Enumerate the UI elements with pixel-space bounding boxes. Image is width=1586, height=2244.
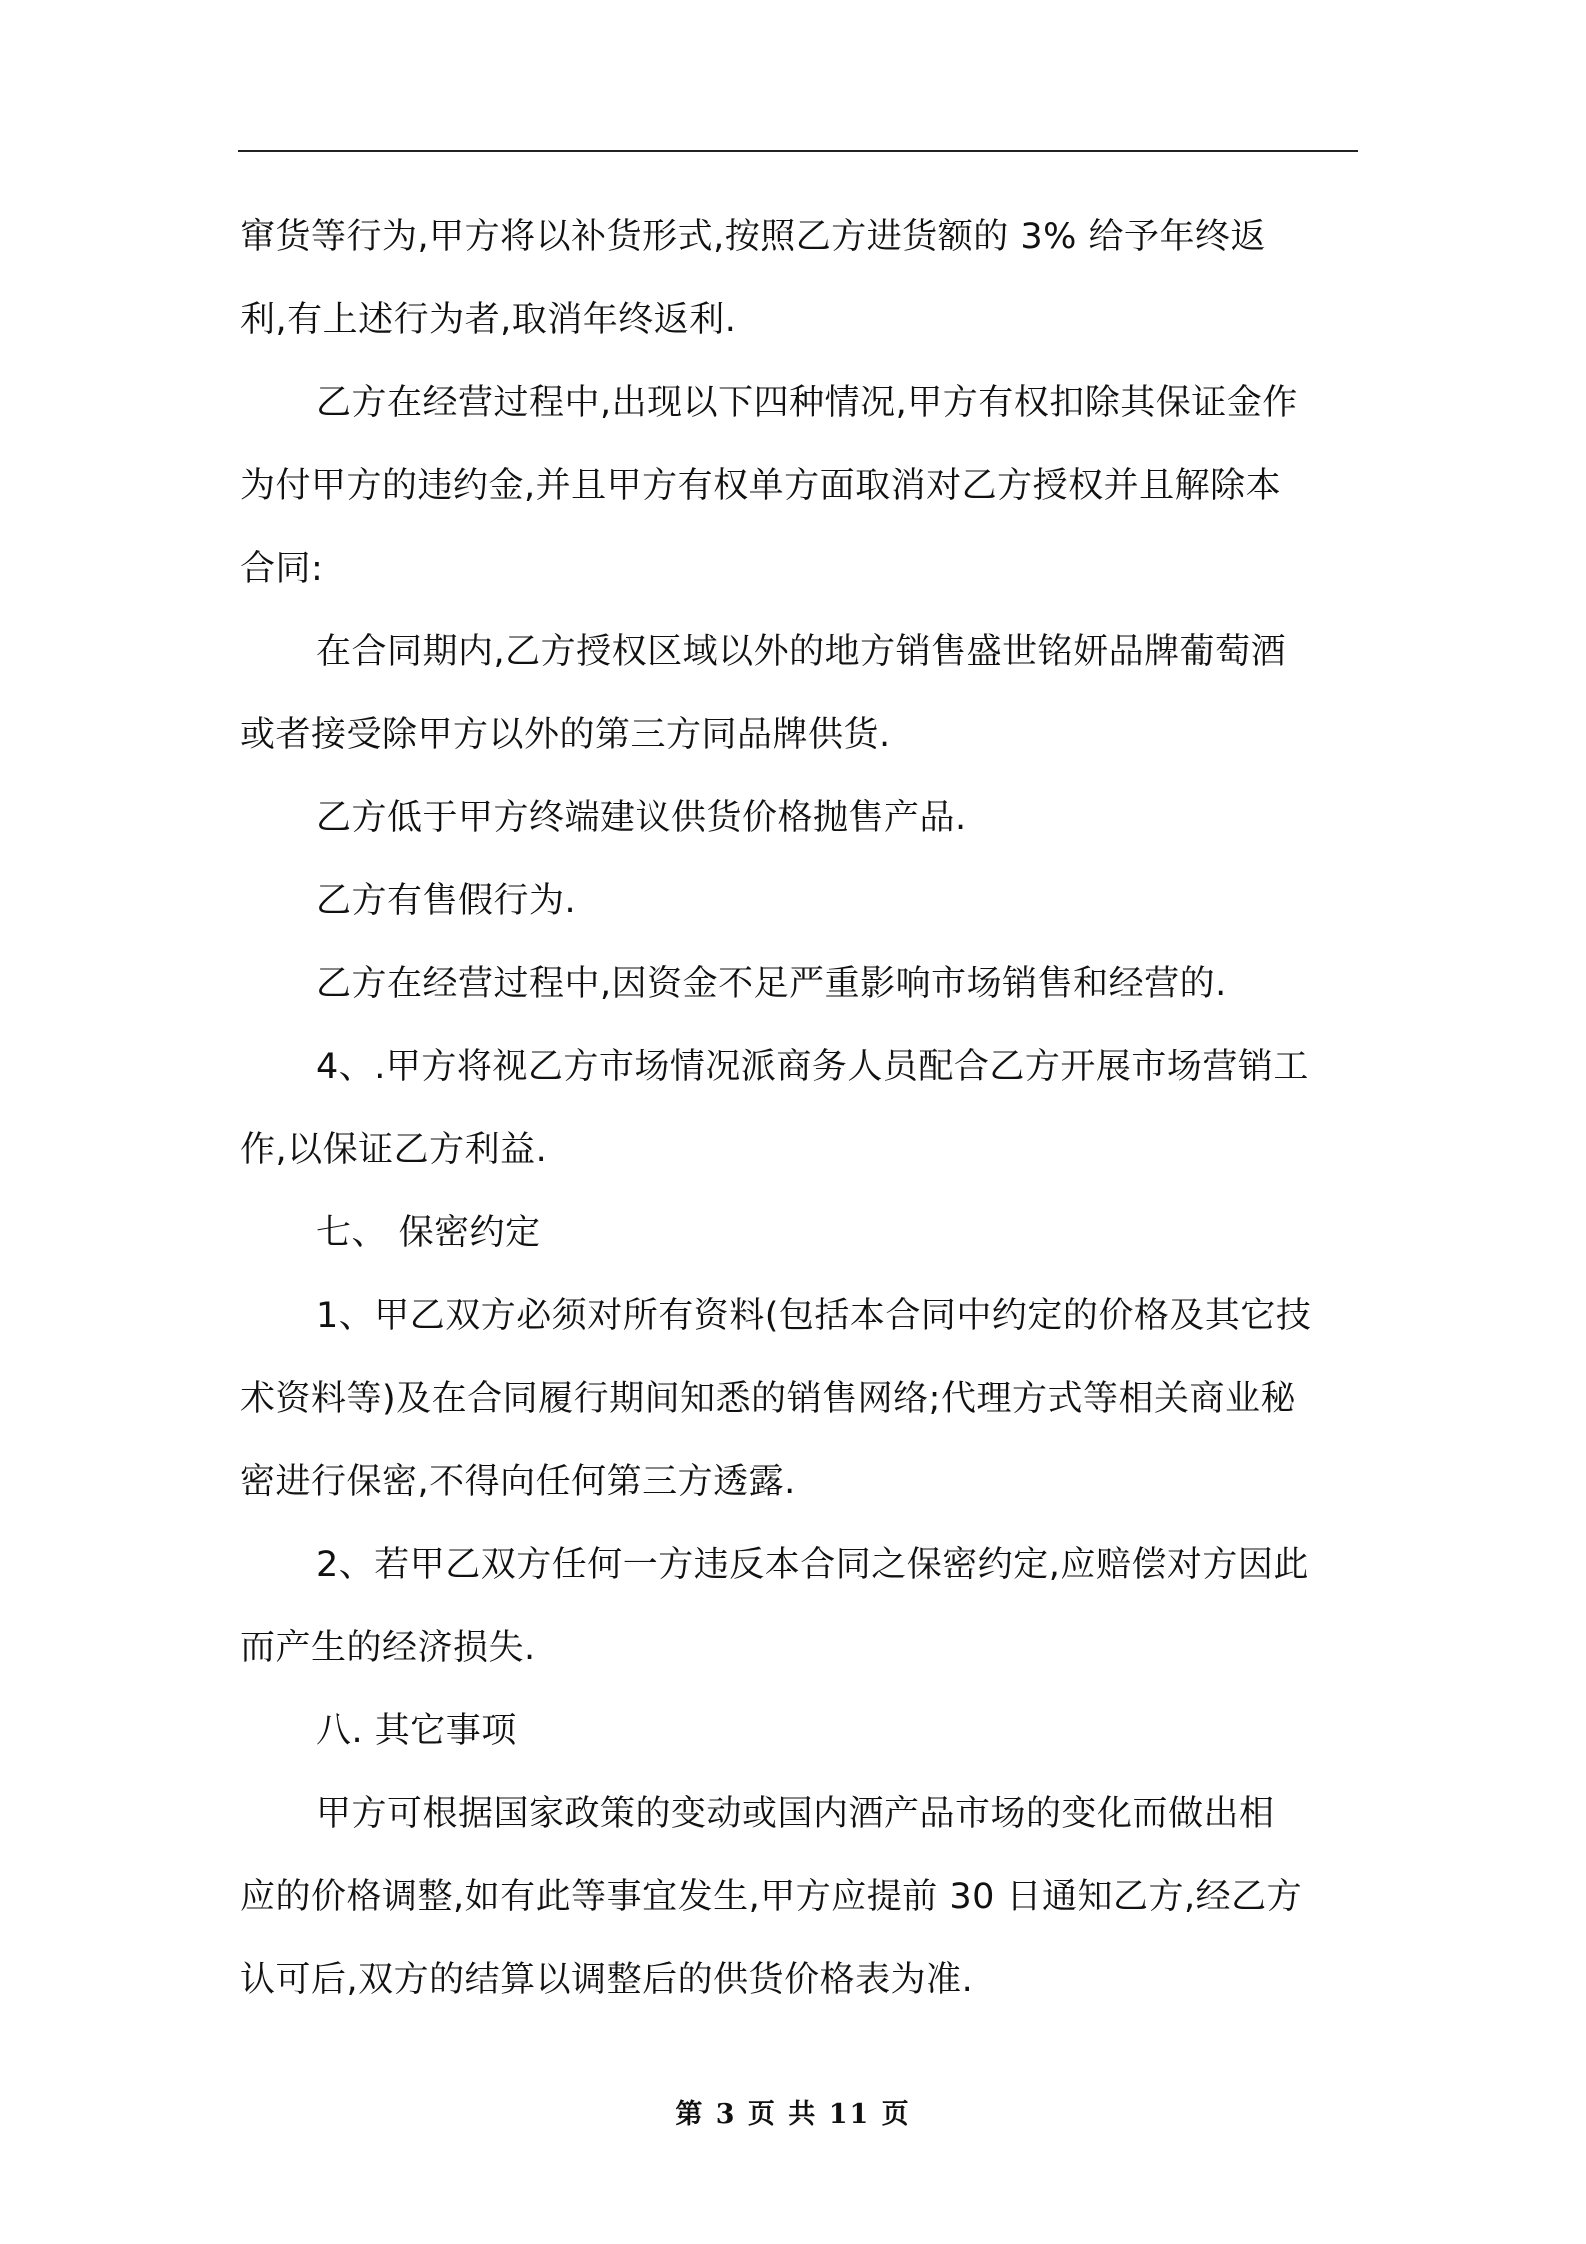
text-line: 或者接受除甲方以外的第三方同品牌供货. xyxy=(240,715,891,755)
document-body xyxy=(240,196,1355,2022)
header-rule xyxy=(238,150,1358,152)
text-line: 乙方在经营过程中,出现以下四种情况,甲方有权扣除其保证金作 xyxy=(316,383,1298,423)
text-line: 乙方低于甲方终端建议供货价格抛售产品. xyxy=(316,798,967,838)
section-heading: 七、 保密约定 xyxy=(316,1213,541,1253)
text-line: 作,以保证乙方利益. xyxy=(240,1130,548,1170)
text-line: 利,有上述行为者,取消年终返利. xyxy=(240,300,737,340)
text-line: 乙方在经营过程中,因资金不足严重影响市场销售和经营的. xyxy=(316,964,1227,1004)
section-heading: 八. 其它事项 xyxy=(316,1711,517,1751)
page-number-footer: 第 3 页 共 11 页 xyxy=(675,2099,911,2130)
text-line: 2、若甲乙双方任何一方违反本合同之保密约定,应赔偿对方因此 xyxy=(316,1545,1309,1585)
text-line: 为付甲方的违约金,并且甲方有权单方面取消对乙方授权并且解除本 xyxy=(240,466,1282,506)
text-line: 认可后,双方的结算以调整后的供货价格表为准. xyxy=(240,1960,974,2000)
text-line: 应的价格调整,如有此等事宜发生,甲方应提前 30 日通知乙方,经乙方 xyxy=(240,1877,1303,1917)
text-line: 密进行保密,不得向任何第三方透露. xyxy=(240,1462,796,1502)
text-line: 合同: xyxy=(240,549,324,589)
text-line: 窜货等行为,甲方将以补货形式,按照乙方进货额的 3% 给予年终返 xyxy=(240,217,1267,257)
text-line: 乙方有售假行为. xyxy=(316,881,577,921)
text-line: 术资料等)及在合同履行期间知悉的销售网络;代理方式等相关商业秘 xyxy=(240,1379,1296,1419)
text-line: 甲方可根据国家政策的变动或国内酒产品市场的变化而做出相 xyxy=(316,1794,1275,1834)
text-line: 4、.甲方将视乙方市场情况派商务人员配合乙方开展市场营销工 xyxy=(316,1047,1309,1087)
text-line: 而产生的经济损失. xyxy=(240,1628,536,1668)
text-line: 1、甲乙双方必须对所有资料(包括本合同中约定的价格及其它技 xyxy=(316,1296,1312,1336)
text-line: 在合同期内,乙方授权区域以外的地方销售盛世铭妍品牌葡萄酒 xyxy=(316,632,1287,672)
